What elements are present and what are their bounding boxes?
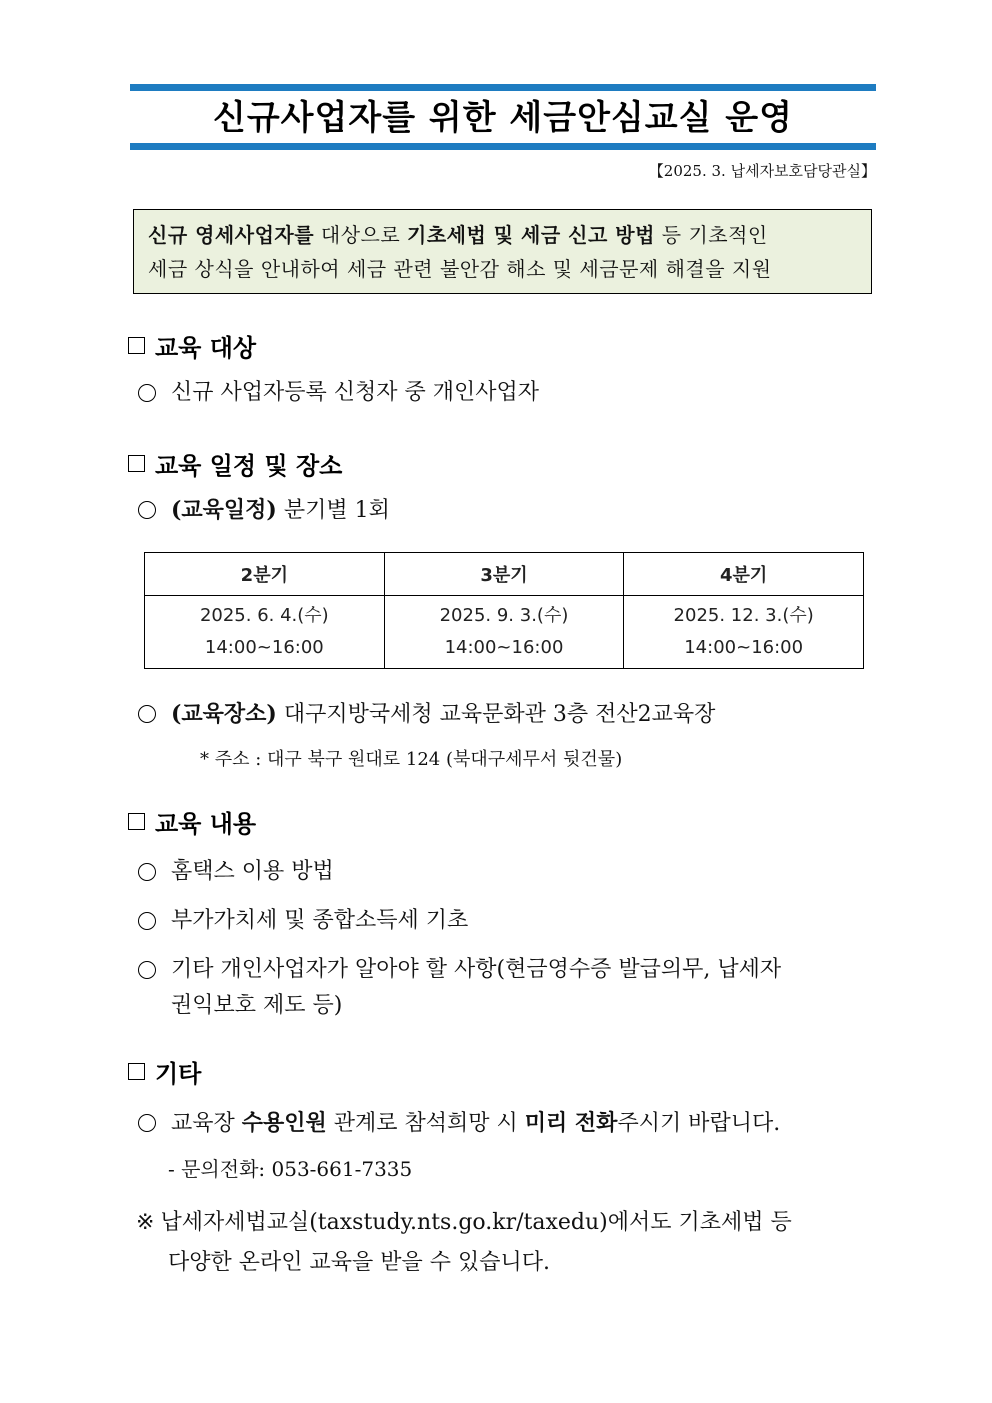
schedule-header-row xyxy=(145,553,864,596)
document-title: 신규사업자를 위한 세금안심교실 운영 xyxy=(212,98,793,138)
content-item xyxy=(138,854,334,890)
contact-phone: - 문의전화: 053-661-7335 xyxy=(168,1157,413,1181)
etc-text-2: 관계로 참석희망 시 xyxy=(326,1111,525,1136)
square-bullet-icon xyxy=(128,1063,145,1080)
etc-item xyxy=(138,1105,780,1142)
section-heading-schedule xyxy=(128,446,342,481)
date-department-note: 【2025. 3. 납세자보호담당관실】 xyxy=(648,162,876,180)
section-heading-etc xyxy=(128,1054,201,1089)
section-heading-content xyxy=(128,804,256,839)
schedule-date: 2025. 6. 4.(수) xyxy=(199,605,329,626)
content-item-text: 기타 개인사업자가 알아야 할 사항(현금영수증 발급의무, 납세자 xyxy=(171,957,782,982)
summary-bold-1: 신규 영세사업자를 xyxy=(148,223,315,247)
quarter-header: 4분기 xyxy=(624,553,864,596)
content-item-text-continued: 권익보호 제도 등) xyxy=(171,993,343,1018)
circle-bullet-icon xyxy=(138,863,156,881)
address-note: * 주소 : 대구 북구 원대로 124 (북대구세무서 뒷건물) xyxy=(200,749,623,770)
circle-bullet-icon xyxy=(138,912,156,930)
summary-line-1 xyxy=(148,218,857,252)
section-heading-text: 기타 xyxy=(155,1060,202,1088)
schedule-cell xyxy=(624,596,864,669)
content-item xyxy=(138,903,468,939)
etc-bold-1: 수용인원 xyxy=(241,1110,327,1136)
section-heading-target xyxy=(128,328,256,363)
schedule-data-row xyxy=(145,596,864,669)
place-item xyxy=(138,696,715,733)
summary-bold-2: 기초세법 및 세금 신고 방법 xyxy=(407,223,655,247)
quarter-header: 2분기 xyxy=(145,553,385,596)
target-item xyxy=(138,375,539,411)
title-top-rule xyxy=(130,84,876,91)
reference-mark: ※ xyxy=(136,1210,155,1235)
content-item-text: 부가가치세 및 종합소득세 기초 xyxy=(171,908,469,933)
summary-line-2: 세금 상식을 안내하여 세금 관련 불안감 해소 및 세금문제 해결을 지원 xyxy=(148,257,772,281)
footer-note xyxy=(136,1203,886,1283)
circle-bullet-icon xyxy=(138,384,156,402)
square-bullet-icon xyxy=(128,337,145,354)
place-label: (교육장소) xyxy=(171,701,277,727)
schedule-time: 14:00~16:00 xyxy=(204,637,324,658)
section-heading-text: 교육 내용 xyxy=(155,810,257,838)
schedule-cell xyxy=(145,596,385,669)
summary-text-1: 대상으로 xyxy=(314,223,408,247)
summary-text-2: 등 기초적인 xyxy=(654,223,768,247)
title-bottom-rule xyxy=(130,143,876,150)
footer-text-1: 납세자세법교실(taxstudy.nts.go.kr/taxedu)에서도 기초세법 등 xyxy=(160,1210,792,1235)
section-heading-text: 교육 일정 및 장소 xyxy=(155,452,343,480)
footer-line-2: 다양한 온라인 교육을 받을 수 있습니다. xyxy=(168,1250,550,1275)
schedule-date: 2025. 12. 3.(수) xyxy=(673,605,814,626)
circle-bullet-icon xyxy=(138,961,156,979)
schedule-time: 14:00~16:00 xyxy=(684,637,804,658)
etc-bold-2: 미리 전화 xyxy=(524,1110,618,1136)
summary-box xyxy=(133,209,872,294)
schedule-time: 14:00~16:00 xyxy=(444,637,564,658)
schedule-text: 분기별 1회 xyxy=(276,498,390,523)
schedule-cell xyxy=(384,596,624,669)
etc-text-1: 교육장 xyxy=(171,1111,242,1136)
content-item-text: 홈택스 이용 방법 xyxy=(171,859,334,884)
square-bullet-icon xyxy=(128,813,145,830)
quarter-header: 3분기 xyxy=(384,553,624,596)
square-bullet-icon xyxy=(128,455,145,472)
footer-line-1 xyxy=(136,1203,886,1243)
section-heading-text: 교육 대상 xyxy=(155,334,257,362)
schedule-table xyxy=(144,552,864,669)
circle-bullet-icon xyxy=(138,1114,156,1132)
schedule-item xyxy=(138,492,390,529)
place-text: 대구지방국세청 교육문화관 3층 전산2교육장 xyxy=(276,702,716,727)
circle-bullet-icon xyxy=(138,501,156,519)
schedule-label: (교육일정) xyxy=(171,497,277,523)
schedule-date: 2025. 9. 3.(수) xyxy=(439,605,569,626)
target-item-text: 신규 사업자등록 신청자 중 개인사업자 xyxy=(171,380,540,405)
content-item xyxy=(138,952,781,1024)
circle-bullet-icon xyxy=(138,705,156,723)
etc-text-3: 주시기 바랍니다. xyxy=(617,1111,781,1136)
